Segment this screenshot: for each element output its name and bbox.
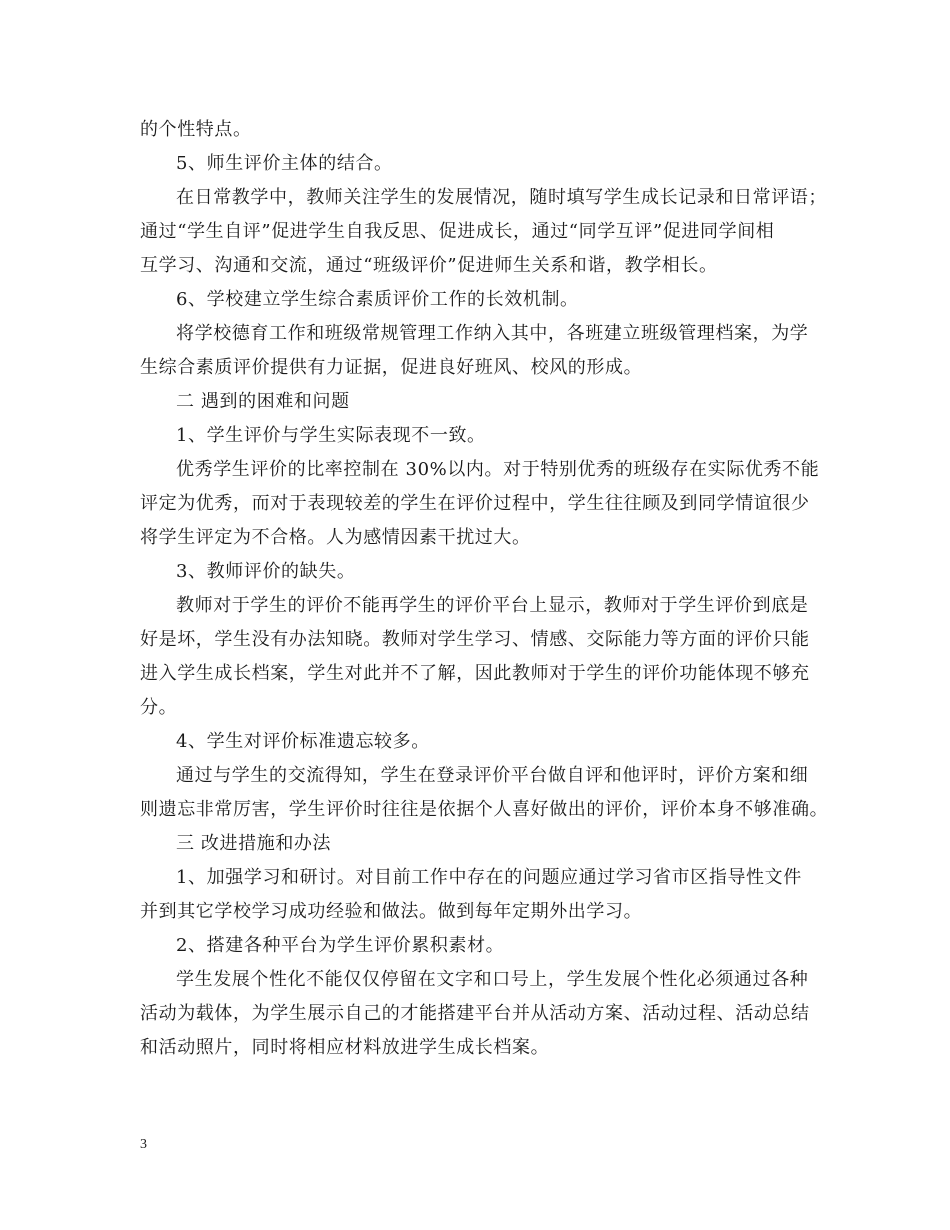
text-line: 进入学生成长档案，学生对此并不了解，因此教师对于学生的评价功能体现不够充 xyxy=(140,663,810,684)
text-line: 将学生评定为不合格。人为感情因素干扰过大。 xyxy=(140,527,531,548)
text-line: 好是坏，学生没有办法知晓。教师对学生学习、情感、交际能力等方面的评价只能 xyxy=(140,629,810,650)
text-line: 1、学生评价与学生实际表现不一致。 xyxy=(176,425,486,446)
text-line: 三 改进措施和办法 xyxy=(176,833,332,854)
text-line: 2、搭建各种平台为学生评价累积素材。 xyxy=(176,935,505,956)
text-line: 5、师生评价主体的结合。 xyxy=(176,153,393,174)
text-line: 在日常教学中，教师关注学生的发展情况，随时填写学生成长记录和日常评语； xyxy=(176,187,827,208)
text-line: 评定为优秀，而对于表现较差的学生在评价过程中，学生往往顾及到同学情谊很少 xyxy=(140,493,810,514)
text-line: 优秀学生评价的比率控制在 30%以内。对于特别优秀的班级存在实际优秀不能 xyxy=(176,459,820,480)
text-line: 3、教师评价的缺失。 xyxy=(176,561,356,582)
text-line: 生综合素质评价提供有力证据，促进良好班风、校风的形成。 xyxy=(140,357,643,378)
text-line: 二 遇到的困难和问题 xyxy=(176,391,350,412)
text-line: 分。 xyxy=(140,697,178,718)
text-line: 并到其它学校学习成功经验和做法。做到每年定期外出学习。 xyxy=(140,901,643,922)
text-line: 将学校德育工作和班级常规管理工作纳入其中，各班建立班级管理档案，为学 xyxy=(176,323,809,344)
document-body xyxy=(140,113,829,1065)
text-line: 1、加强学习和研讨。对目前工作中存在的问题应通过学习省市区指导性文件 xyxy=(176,867,802,888)
text-line: 的个性特点。 xyxy=(140,119,252,140)
text-line: 学生发展个性化不能仅仅停留在文字和口号上，学生发展个性化必须通过各种 xyxy=(176,969,809,990)
text-line: 4、学生对评价标准遗忘较多。 xyxy=(176,731,430,752)
text-line: 6、学校建立学生综合素质评价工作的长效机制。 xyxy=(176,289,579,310)
text-line: 通过“学生自评”促进学生自我反思、促进成长，通过“同学互评”促进同学间相 xyxy=(140,221,775,242)
text-line: 教师对于学生的评价不能再学生的评价平台上显示，教师对于学生评价到底是 xyxy=(176,595,809,616)
text-line: 互学习、沟通和交流，通过“班级评价”促进师生关系和谐，教学相长。 xyxy=(140,255,718,276)
text-line: 活动为载体，为学生展示自己的才能搭建平台并从活动方案、活动过程、活动总结 xyxy=(140,1003,810,1024)
page-number: 3 xyxy=(140,1137,147,1152)
text-line: 和活动照片，同时将相应材料放进学生成长档案。 xyxy=(140,1037,550,1058)
text-line: 通过与学生的交流得知，学生在登录评价平台做自评和他评时，评价方案和细 xyxy=(176,765,809,786)
text-line: 则遗忘非常厉害，学生评价时往往是依据个人喜好做出的评价，评价本身不够准确。 xyxy=(140,799,829,820)
